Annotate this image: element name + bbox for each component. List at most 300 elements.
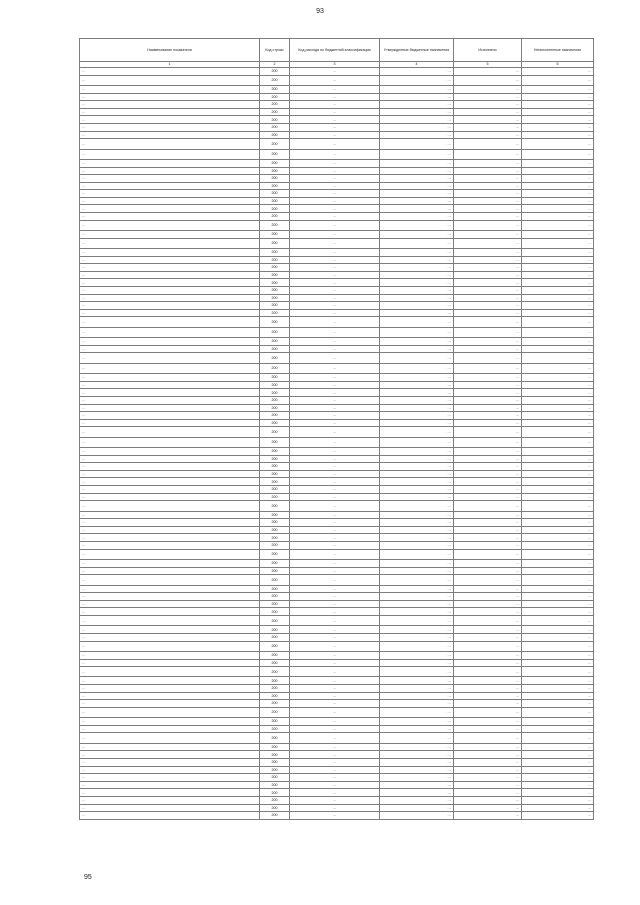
cell-executed: … [454, 725, 522, 733]
cell-executed: … [454, 593, 522, 601]
cell-indicator: … [80, 493, 260, 501]
cell-line-code: 200 [260, 256, 290, 264]
cell-unexecuted: … [522, 213, 594, 221]
table-row [80, 575, 594, 585]
cell-line-code: 200 [260, 123, 290, 131]
cell-executed: … [454, 190, 522, 198]
cell-line-code: 200 [260, 427, 290, 437]
table-row [80, 593, 594, 601]
cell-budget-code: … [290, 633, 380, 641]
cell-approved: … [380, 651, 454, 659]
cell-line-code: 200 [260, 327, 290, 337]
cell-executed: … [454, 685, 522, 693]
table-row [80, 526, 594, 534]
cell-budget-code: … [290, 448, 380, 456]
cell-indicator: … [80, 412, 260, 420]
cell-line-code: 200 [260, 205, 290, 213]
cell-indicator: … [80, 519, 260, 527]
table-row [80, 633, 594, 641]
cell-budget-code: … [290, 149, 380, 159]
cell-budget-code: … [290, 733, 380, 743]
cell-executed: … [454, 345, 522, 353]
cell-indicator: … [80, 759, 260, 767]
cell-unexecuted: … [522, 470, 594, 478]
cell-unexecuted: … [522, 759, 594, 767]
table-row [80, 197, 594, 205]
cell-budget-code: … [290, 796, 380, 804]
cell-approved: … [380, 766, 454, 774]
cell-executed: … [454, 123, 522, 131]
cell-line-code: 200 [260, 575, 290, 585]
cell-unexecuted: … [522, 641, 594, 651]
cell-line-code: 200 [260, 733, 290, 743]
cell-indicator: … [80, 213, 260, 221]
cell-line-code: 200 [260, 718, 290, 726]
cell-approved: … [380, 345, 454, 353]
cell-budget-code: … [290, 486, 380, 494]
cell-budget-code: … [290, 774, 380, 782]
cell-executed: … [454, 549, 522, 559]
cell-budget-code: … [290, 182, 380, 190]
cell-indicator: … [80, 743, 260, 751]
cell-approved: … [380, 389, 454, 397]
cell-indicator: … [80, 279, 260, 287]
table-row [80, 559, 594, 567]
cell-unexecuted: … [522, 804, 594, 812]
table-row [80, 175, 594, 183]
cell-line-code: 200 [260, 667, 290, 677]
cell-budget-code: … [290, 249, 380, 257]
cell-line-code: 200 [260, 302, 290, 310]
cell-budget-code: … [290, 197, 380, 205]
table-row [80, 519, 594, 527]
cell-unexecuted: … [522, 677, 594, 685]
cell-approved: … [380, 519, 454, 527]
cell-line-code: 200 [260, 463, 290, 471]
cell-unexecuted: … [522, 651, 594, 659]
cell-line-code: 200 [260, 294, 290, 302]
cell-unexecuted: … [522, 131, 594, 139]
cell-approved: … [380, 190, 454, 198]
cell-executed: … [454, 559, 522, 567]
cell-indicator: … [80, 190, 260, 198]
cell-unexecuted: … [522, 725, 594, 733]
cell-unexecuted: … [522, 549, 594, 559]
table-row [80, 353, 594, 363]
cell-approved: … [380, 427, 454, 437]
cell-budget-code: … [290, 626, 380, 634]
cell-executed: … [454, 534, 522, 542]
cell-approved: … [380, 774, 454, 782]
cell-indicator: … [80, 511, 260, 519]
cell-line-code: 200 [260, 751, 290, 759]
cell-indicator: … [80, 271, 260, 279]
cell-unexecuted: … [522, 101, 594, 109]
cell-unexecuted: … [522, 363, 594, 373]
cell-executed: … [454, 766, 522, 774]
cell-budget-code: … [290, 692, 380, 700]
cell-line-code: 200 [260, 615, 290, 625]
cell-budget-code: … [290, 519, 380, 527]
cell-indicator: … [80, 685, 260, 693]
table-row [80, 641, 594, 651]
cell-indicator: … [80, 302, 260, 310]
cell-approved: … [380, 353, 454, 363]
table-row [80, 231, 594, 239]
cell-approved: … [380, 567, 454, 575]
cell-unexecuted: … [522, 812, 594, 820]
cell-line-code: 200 [260, 287, 290, 295]
table-row [80, 167, 594, 175]
cell-budget-code: … [290, 707, 380, 717]
cell-budget-code: … [290, 279, 380, 287]
cell-budget-code: … [290, 159, 380, 167]
cell-line-code: 200 [260, 486, 290, 494]
cell-indicator: … [80, 220, 260, 230]
cell-indicator: … [80, 600, 260, 608]
cell-line-code: 200 [260, 781, 290, 789]
cell-line-code: 200 [260, 700, 290, 708]
cell-executed: … [454, 700, 522, 708]
cell-approved: … [380, 759, 454, 767]
cell-unexecuted: … [522, 511, 594, 519]
table-row [80, 718, 594, 726]
cell-unexecuted: … [522, 478, 594, 486]
cell-budget-code: … [290, 381, 380, 389]
cell-budget-code: … [290, 93, 380, 101]
cell-unexecuted: … [522, 85, 594, 93]
cell-executed: … [454, 68, 522, 76]
cell-executed: … [454, 363, 522, 373]
cell-indicator: … [80, 641, 260, 651]
table-row [80, 804, 594, 812]
cell-approved: … [380, 75, 454, 85]
cell-approved: … [380, 294, 454, 302]
cell-line-code: 200 [260, 519, 290, 527]
table-row [80, 345, 594, 353]
cell-line-code: 200 [260, 685, 290, 693]
cell-indicator: … [80, 264, 260, 272]
cell-line-code: 200 [260, 412, 290, 420]
cell-approved: … [380, 101, 454, 109]
cell-budget-code: … [290, 396, 380, 404]
cell-line-code: 200 [260, 353, 290, 363]
cell-indicator: … [80, 804, 260, 812]
cell-line-code: 200 [260, 396, 290, 404]
cell-line-code: 200 [260, 470, 290, 478]
table-row [80, 412, 594, 420]
table-row [80, 256, 594, 264]
cell-indicator: … [80, 733, 260, 743]
cell-budget-code: … [290, 338, 380, 346]
cell-budget-code: … [290, 75, 380, 85]
cell-executed: … [454, 317, 522, 327]
cell-indicator: … [80, 700, 260, 708]
cell-approved: … [380, 287, 454, 295]
cell-indicator: … [80, 633, 260, 641]
cell-indicator: … [80, 309, 260, 317]
cell-budget-code: … [290, 789, 380, 797]
cell-indicator: … [80, 427, 260, 437]
cell-executed: … [454, 501, 522, 511]
cell-approved: … [380, 700, 454, 708]
cell-budget-code: … [290, 685, 380, 693]
cell-approved: … [380, 213, 454, 221]
cell-line-code: 200 [260, 131, 290, 139]
cell-budget-code: … [290, 759, 380, 767]
cell-approved: … [380, 455, 454, 463]
cell-approved: … [380, 585, 454, 593]
cell-approved: … [380, 470, 454, 478]
cell-approved: … [380, 149, 454, 159]
cell-indicator: … [80, 567, 260, 575]
cell-line-code: 200 [260, 220, 290, 230]
table-row [80, 659, 594, 667]
cell-indicator: … [80, 766, 260, 774]
cell-unexecuted: … [522, 781, 594, 789]
cell-indicator: … [80, 175, 260, 183]
cell-executed: … [454, 641, 522, 651]
cell-approved: … [380, 249, 454, 257]
table-row [80, 205, 594, 213]
cell-executed: … [454, 608, 522, 616]
cell-indicator: … [80, 101, 260, 109]
table-row [80, 123, 594, 131]
cell-budget-code: … [290, 123, 380, 131]
cell-indicator: … [80, 419, 260, 427]
cell-executed: … [454, 75, 522, 85]
cell-executed: … [454, 108, 522, 116]
cell-unexecuted: … [522, 190, 594, 198]
cell-budget-code: … [290, 437, 380, 447]
cell-budget-code: … [290, 374, 380, 382]
cell-line-code: 200 [260, 437, 290, 447]
cell-budget-code: … [290, 667, 380, 677]
cell-approved: … [380, 437, 454, 447]
cell-budget-code: … [290, 743, 380, 751]
cell-budget-code: … [290, 677, 380, 685]
cell-indicator: … [80, 327, 260, 337]
cell-unexecuted: … [522, 256, 594, 264]
cell-executed: … [454, 249, 522, 257]
cell-line-code: 200 [260, 190, 290, 198]
cell-unexecuted: … [522, 271, 594, 279]
cell-approved: … [380, 501, 454, 511]
cell-indicator: … [80, 374, 260, 382]
table-row [80, 149, 594, 159]
col-number: 1 [80, 62, 260, 68]
cell-unexecuted: … [522, 175, 594, 183]
cell-line-code: 200 [260, 309, 290, 317]
table-row [80, 101, 594, 109]
cell-executed: … [454, 733, 522, 743]
cell-budget-code: … [290, 85, 380, 93]
cell-unexecuted: … [522, 404, 594, 412]
table-row [80, 271, 594, 279]
cell-line-code: 200 [260, 381, 290, 389]
cell-executed: … [454, 381, 522, 389]
cell-unexecuted: … [522, 220, 594, 230]
cell-approved: … [380, 615, 454, 625]
cell-executed: … [454, 567, 522, 575]
table-row [80, 159, 594, 167]
cell-budget-code: … [290, 271, 380, 279]
table-row [80, 427, 594, 437]
table-row [80, 220, 594, 230]
table-row [80, 389, 594, 397]
cell-approved: … [380, 796, 454, 804]
cell-approved: … [380, 167, 454, 175]
cell-indicator: … [80, 167, 260, 175]
cell-approved: … [380, 751, 454, 759]
cell-line-code: 200 [260, 692, 290, 700]
cell-approved: … [380, 116, 454, 124]
cell-unexecuted: … [522, 608, 594, 616]
header-row [80, 39, 594, 62]
cell-indicator: … [80, 593, 260, 601]
cell-executed: … [454, 131, 522, 139]
cell-line-code: 200 [260, 804, 290, 812]
table-row [80, 338, 594, 346]
cell-indicator: … [80, 463, 260, 471]
cell-unexecuted: … [522, 455, 594, 463]
cell-budget-code: … [290, 542, 380, 550]
cell-approved: … [380, 256, 454, 264]
cell-budget-code: … [290, 190, 380, 198]
cell-approved: … [380, 419, 454, 427]
cell-executed: … [454, 789, 522, 797]
cell-budget-code: … [290, 264, 380, 272]
cell-approved: … [380, 131, 454, 139]
cell-executed: … [454, 294, 522, 302]
table-row [80, 448, 594, 456]
cell-line-code: 200 [260, 796, 290, 804]
cell-approved: … [380, 685, 454, 693]
col-header-budget-code: Код расхода по бюджетной классификации [290, 39, 380, 62]
cell-budget-code: … [290, 167, 380, 175]
cell-unexecuted: … [522, 796, 594, 804]
cell-approved: … [380, 534, 454, 542]
table-row [80, 213, 594, 221]
cell-unexecuted: … [522, 309, 594, 317]
cell-unexecuted: … [522, 338, 594, 346]
cell-indicator: … [80, 455, 260, 463]
cell-indicator: … [80, 75, 260, 85]
cell-line-code: 200 [260, 374, 290, 382]
cell-approved: … [380, 309, 454, 317]
cell-executed: … [454, 309, 522, 317]
cell-line-code: 200 [260, 608, 290, 616]
cell-line-code: 200 [260, 264, 290, 272]
cell-budget-code: … [290, 363, 380, 373]
cell-executed: … [454, 470, 522, 478]
cell-approved: … [380, 575, 454, 585]
table-row [80, 279, 594, 287]
cell-indicator: … [80, 345, 260, 353]
cell-approved: … [380, 205, 454, 213]
cell-budget-code: … [290, 389, 380, 397]
cell-indicator: … [80, 659, 260, 667]
cell-unexecuted: … [522, 116, 594, 124]
cell-approved: … [380, 812, 454, 820]
table-row [80, 781, 594, 789]
cell-approved: … [380, 271, 454, 279]
cell-indicator: … [80, 131, 260, 139]
cell-line-code: 200 [260, 338, 290, 346]
table-row [80, 796, 594, 804]
cell-budget-code: … [290, 549, 380, 559]
cell-approved: … [380, 396, 454, 404]
cell-indicator: … [80, 353, 260, 363]
cell-unexecuted: … [522, 327, 594, 337]
cell-unexecuted: … [522, 667, 594, 677]
cell-unexecuted: … [522, 448, 594, 456]
table-row [80, 751, 594, 759]
table-row [80, 287, 594, 295]
cell-budget-code: … [290, 231, 380, 239]
cell-line-code: 200 [260, 542, 290, 550]
cell-executed: … [454, 651, 522, 659]
cell-budget-code: … [290, 455, 380, 463]
cell-budget-code: … [290, 101, 380, 109]
cell-approved: … [380, 493, 454, 501]
cell-approved: … [380, 448, 454, 456]
table-row [80, 511, 594, 519]
cell-executed: … [454, 796, 522, 804]
table-row [80, 190, 594, 198]
table-row [80, 455, 594, 463]
cell-unexecuted: … [522, 287, 594, 295]
col-number: 5 [454, 62, 522, 68]
cell-executed: … [454, 279, 522, 287]
cell-executed: … [454, 182, 522, 190]
cell-approved: … [380, 302, 454, 310]
cell-budget-code: … [290, 220, 380, 230]
cell-executed: … [454, 205, 522, 213]
cell-unexecuted: … [522, 381, 594, 389]
cell-approved: … [380, 559, 454, 567]
table-row [80, 317, 594, 327]
cell-budget-code: … [290, 651, 380, 659]
cell-budget-code: … [290, 404, 380, 412]
cell-indicator: … [80, 85, 260, 93]
cell-line-code: 200 [260, 279, 290, 287]
cell-executed: … [454, 519, 522, 527]
table-row [80, 486, 594, 494]
cell-unexecuted: … [522, 238, 594, 248]
cell-line-code: 200 [260, 641, 290, 651]
cell-approved: … [380, 338, 454, 346]
cell-line-code: 200 [260, 116, 290, 124]
cell-unexecuted: … [522, 593, 594, 601]
cell-budget-code: … [290, 345, 380, 353]
cell-line-code: 200 [260, 68, 290, 76]
cell-executed: … [454, 427, 522, 437]
cell-line-code: 200 [260, 789, 290, 797]
cell-executed: … [454, 85, 522, 93]
cell-executed: … [454, 139, 522, 149]
table-row [80, 677, 594, 685]
cell-line-code: 200 [260, 677, 290, 685]
cell-approved: … [380, 238, 454, 248]
cell-line-code: 200 [260, 812, 290, 820]
cell-line-code: 200 [260, 549, 290, 559]
cell-line-code: 200 [260, 593, 290, 601]
cell-line-code: 200 [260, 478, 290, 486]
cell-budget-code: … [290, 493, 380, 501]
table-row [80, 309, 594, 317]
cell-indicator: … [80, 159, 260, 167]
